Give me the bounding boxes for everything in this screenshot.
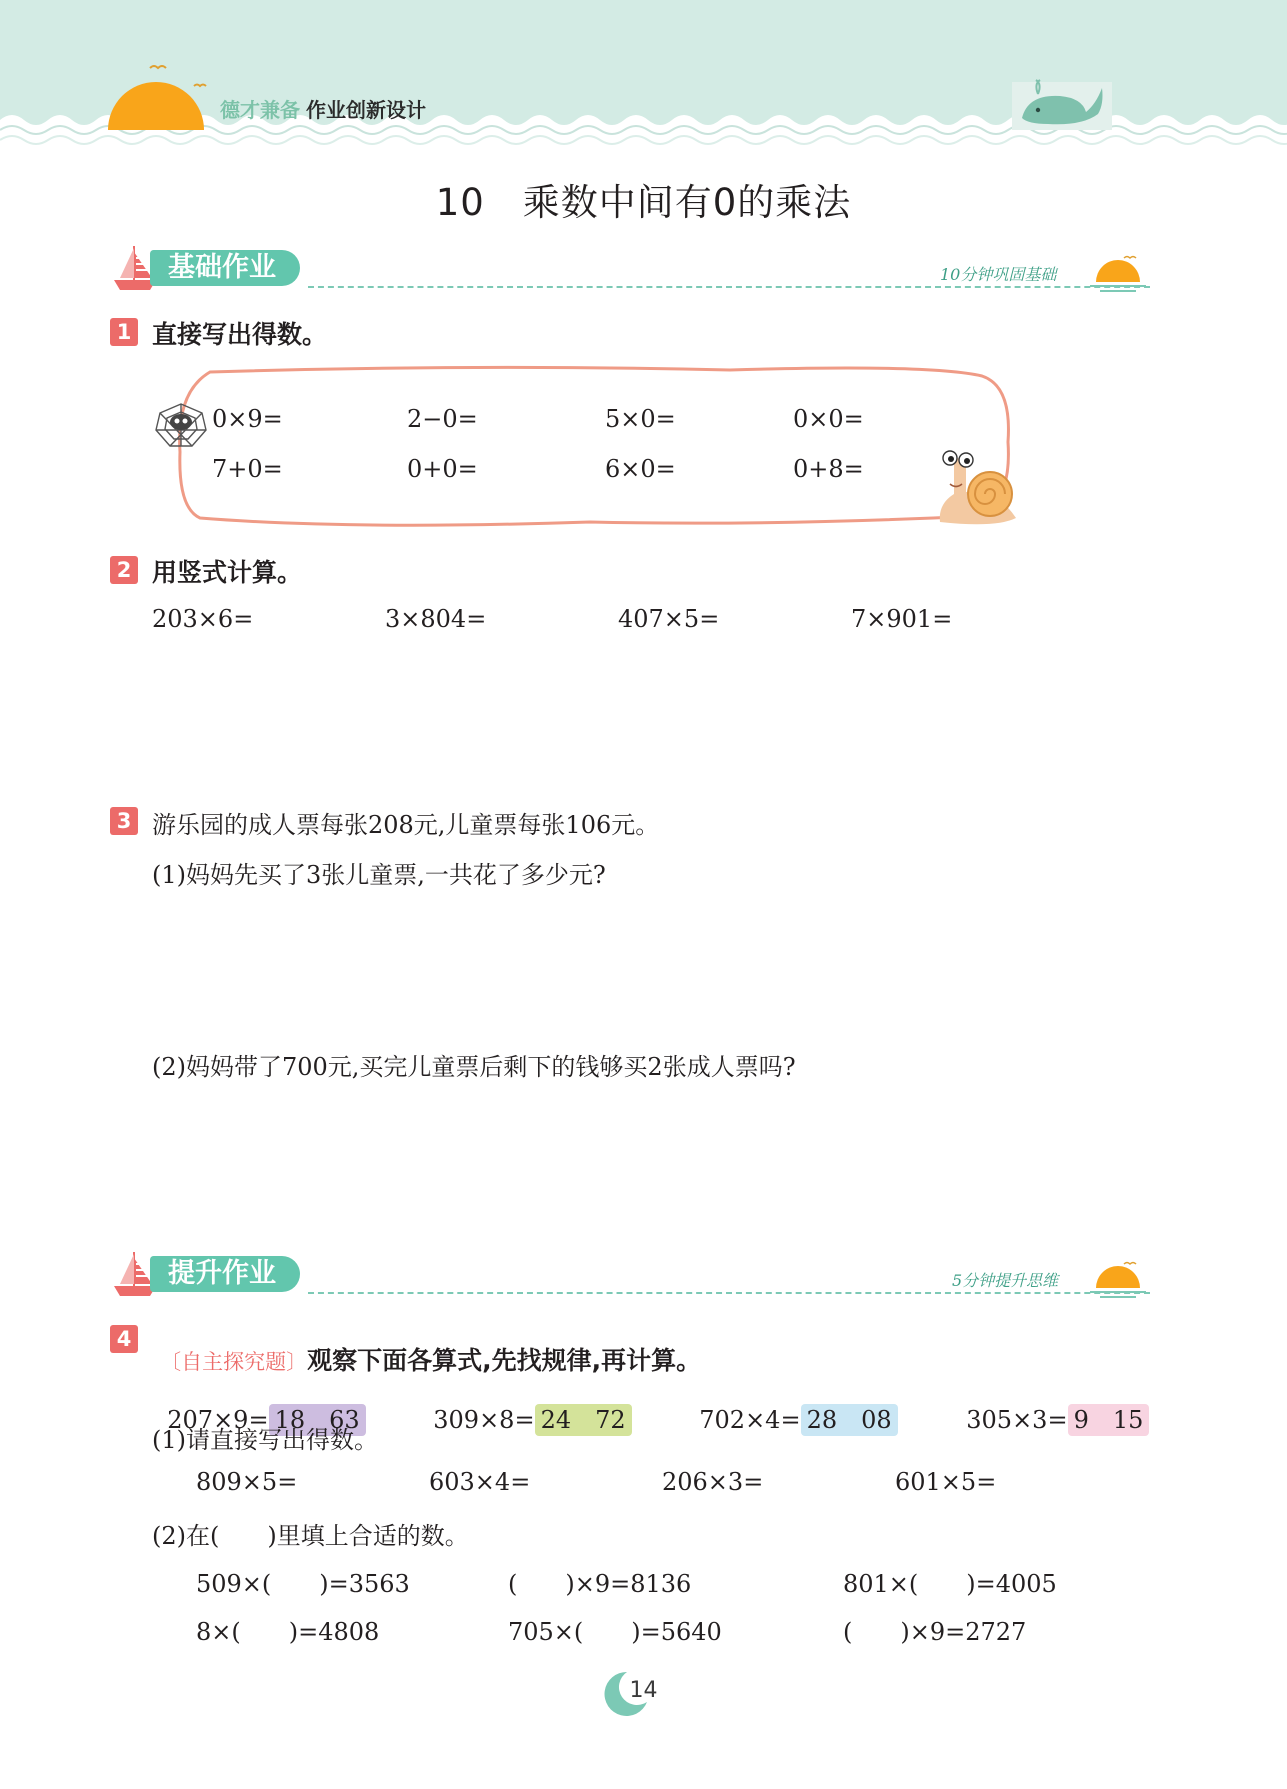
- q1-item: 0×9=: [212, 405, 283, 433]
- explore-tag: 〔自主探究题〕: [160, 1350, 308, 1374]
- q1-item: 0+8=: [793, 455, 864, 483]
- q4-sub1-item: 601×5=: [895, 1468, 997, 1496]
- section-basic-label: 基础作业: [150, 250, 300, 286]
- q4-sub2-item: ( )×9=8136: [508, 1570, 692, 1598]
- q1-item: 2−0=: [407, 405, 478, 433]
- sun-icon: [100, 62, 210, 132]
- q1-item: 0+0=: [407, 455, 478, 483]
- q4-sub2-item: 801×( )=4005: [843, 1570, 1057, 1598]
- brand-part2: 作业创新设计: [306, 98, 426, 122]
- section-advanced-note: 5分钟提升思维: [952, 1271, 1059, 1290]
- q4-sub2-item: ( )×9=2727: [843, 1618, 1027, 1646]
- brand-title: [220, 94, 426, 123]
- question-3-number: 3: [110, 807, 138, 835]
- answer-frame: [170, 362, 1020, 532]
- q4-sub1-item: 809×5=: [196, 1468, 298, 1496]
- lesson-title: 10 乘数中间有0的乘法: [435, 181, 852, 224]
- example-4: [951, 1372, 1149, 1435]
- whale-icon: [1012, 74, 1112, 130]
- question-4-text: 观察下面各算式,先找规律,再计算。: [307, 1346, 702, 1375]
- sunset-icon: [1090, 254, 1146, 294]
- question-2-text: 用竖式计算。: [152, 558, 303, 587]
- snail-icon: [936, 448, 1020, 528]
- section-basic-divider: [308, 286, 1150, 288]
- example-answer: 9 15: [1068, 1404, 1150, 1436]
- q1-item: 0×0=: [793, 405, 864, 433]
- brand-part1: 德才兼备: [220, 98, 300, 122]
- q4-sub2-label: (2)在( )里填上合适的数。: [152, 1522, 469, 1550]
- q1-item: 7+0=: [212, 455, 283, 483]
- section-basic-note: 10分钟巩固基础: [940, 265, 1057, 284]
- example-answer: 28 08: [801, 1404, 898, 1436]
- question-4-number: 4: [110, 1325, 138, 1353]
- example-expr: 309×8=: [433, 1406, 535, 1434]
- question-1-number: 1: [110, 318, 138, 346]
- q2-item: 3×804=: [385, 605, 487, 633]
- question-3-text: 游乐园的成人票每张208元,儿童票每张106元。: [152, 811, 660, 839]
- example-expr: 207×9=: [167, 1406, 269, 1434]
- q2-item: 7×901=: [851, 605, 953, 633]
- q2-item: 407×5=: [618, 605, 720, 633]
- q4-sub1-item: 603×4=: [429, 1468, 531, 1496]
- section-advanced-label: 提升作业: [150, 1256, 300, 1292]
- page-number: 14: [629, 1678, 658, 1703]
- q4-sub2-item: 705×( )=5640: [508, 1618, 722, 1646]
- question-3-sub1: (1)妈妈先买了3张儿童票,一共花了多少元?: [152, 861, 606, 889]
- example-answer: 24 72: [535, 1404, 632, 1436]
- question-1-text: 直接写出得数。: [152, 320, 328, 349]
- q4-sub1-label: (1)请直接写出得数。: [152, 1426, 378, 1454]
- q1-item: 6×0=: [605, 455, 676, 483]
- q1-item: 5×0=: [605, 405, 676, 433]
- spider-icon: [152, 400, 210, 450]
- example-expr: 702×4=: [699, 1406, 801, 1434]
- section-advanced-divider: [308, 1292, 1150, 1294]
- sunset-icon: [1090, 1260, 1146, 1300]
- q4-sub2-item: 509×( )=3563: [196, 1570, 410, 1598]
- example-expr: 305×3=: [966, 1406, 1068, 1434]
- example-3: [684, 1372, 898, 1435]
- q4-sub2-item: 8×( )=4808: [196, 1618, 380, 1646]
- example-answer: 18 63: [269, 1404, 366, 1436]
- q4-sub1-item: 206×3=: [662, 1468, 764, 1496]
- q2-item: 203×6=: [152, 605, 254, 633]
- question-3-sub2: (2)妈妈带了700元,买完儿童票后剩下的钱够买2张成人票吗?: [152, 1053, 796, 1081]
- question-2-number: 2: [110, 556, 138, 584]
- example-2: [418, 1372, 632, 1435]
- question-4-heading: [150, 1322, 701, 1377]
